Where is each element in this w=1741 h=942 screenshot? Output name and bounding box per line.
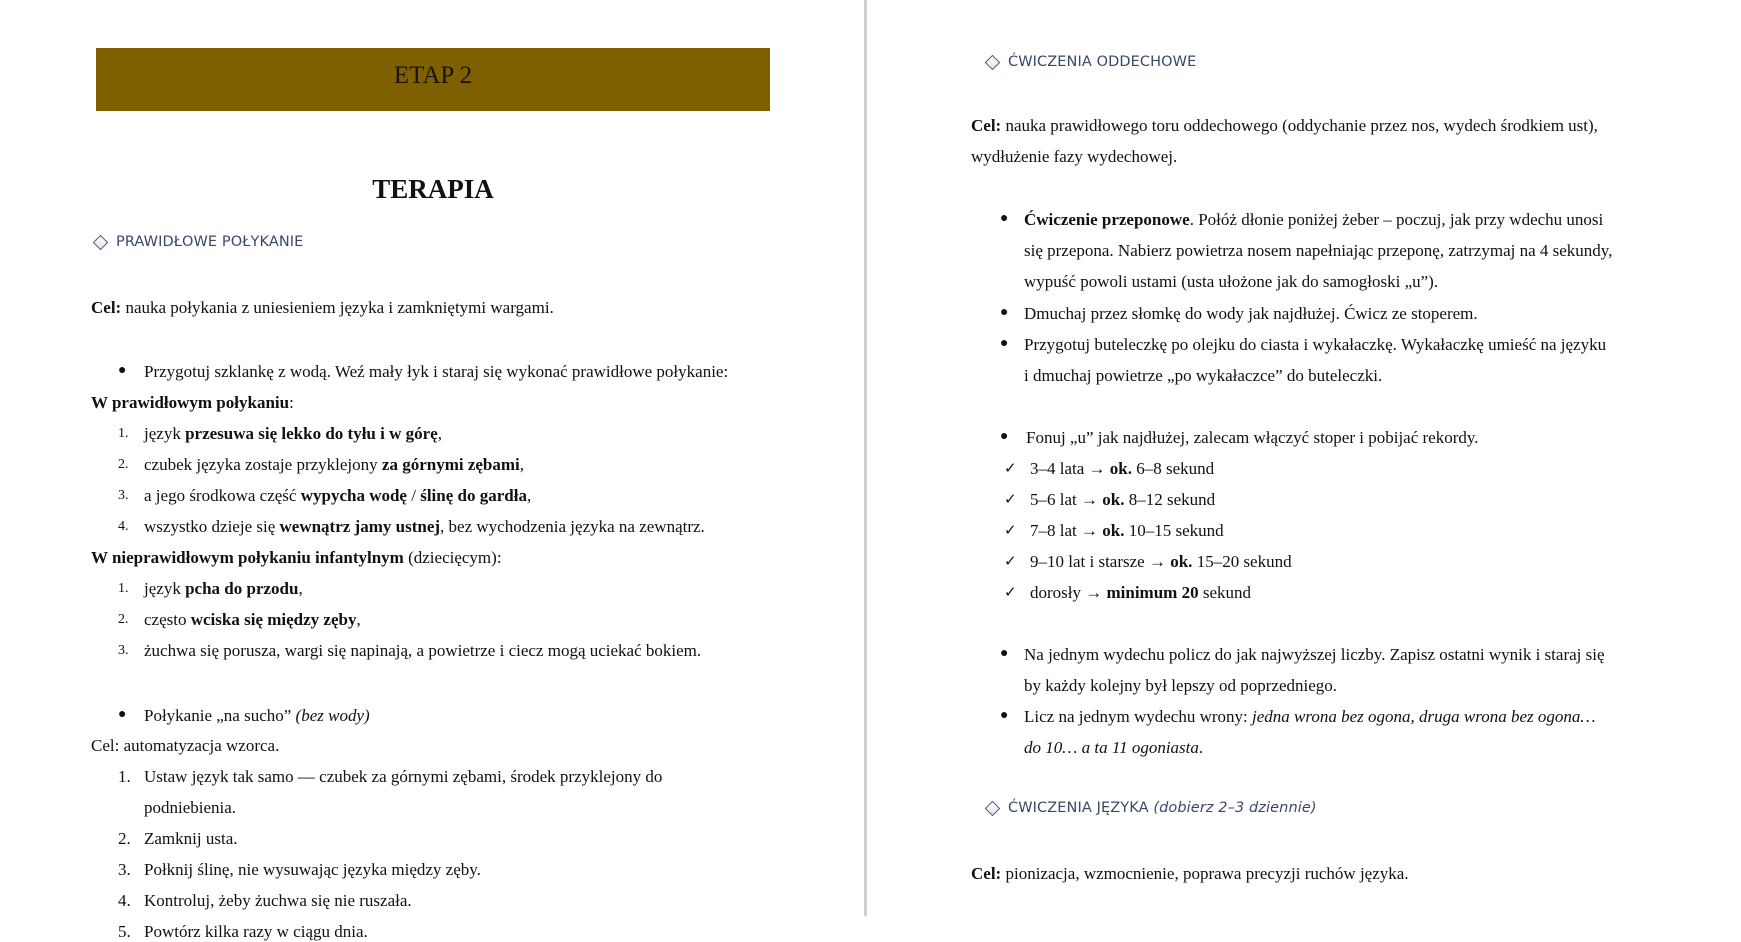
goal-line xyxy=(91,298,554,318)
bullet-icon: ● xyxy=(118,363,127,378)
item-bold: przesuwa się lekko do tyłu i w górę xyxy=(185,424,438,443)
list-item: Dmuchaj przez słomkę do wody jak najdłużej. Ćwicz ze stoperem. xyxy=(1024,304,1478,323)
bullet-icon: ● xyxy=(1000,336,1009,351)
item-text: język xyxy=(144,424,186,443)
goal-text: pionizacja, wzmocnienie, poprawa precyzji ruchów języka. xyxy=(1001,864,1409,883)
list-item: Przygotuj szklankę z wodą. Weź mały łyk i staraj się wykonać prawidłowe połykanie: xyxy=(144,362,729,381)
list-item-cont: się przepona. Nabierz powietrza nosem napełniając przeponę, zatrzymaj na 4 sekundy, xyxy=(1024,241,1613,260)
list-number: 5. xyxy=(118,922,131,941)
item-text: dorosły → xyxy=(1030,583,1107,602)
item-text: . Połóż dłonie poniżej żeber – poczuj, jak przy wdechu unosi xyxy=(1189,210,1604,229)
subheading-incorrect xyxy=(91,548,502,568)
label-rest: : xyxy=(289,393,294,412)
label-rest: (dziecięcym): xyxy=(403,548,502,567)
list-item: podniebienia. xyxy=(144,798,237,817)
item-text: 10–15 sekund xyxy=(1124,521,1224,540)
list-item xyxy=(144,610,361,630)
goal-line-2: Cel: automatyzacja wzorca. xyxy=(91,736,280,755)
item-bold: ok. xyxy=(1109,459,1133,478)
list-item xyxy=(1024,707,1596,727)
list-item xyxy=(144,424,442,444)
item-text: żuchwa się porusza, wargi się napinają, a powietrze i ciecz mogą uciekać bokiem. xyxy=(144,641,702,660)
item-bold: minimum 20 xyxy=(1106,583,1199,602)
item-text: język xyxy=(144,579,186,598)
list-number: 3. xyxy=(118,643,129,658)
label-bold: W prawidłowym połykaniu xyxy=(91,393,290,412)
diamond-icon xyxy=(93,234,109,250)
item-text: czubek języka zostaje przyklejony xyxy=(144,455,382,474)
item-bold: ślinę do gardła xyxy=(420,486,527,505)
item-text: Licz na jednym wydechu wrony: xyxy=(1024,707,1253,726)
goal-text: nauka połykania z uniesieniem języka i zamkniętymi wargami. xyxy=(121,298,554,317)
heading-text: PRAWIDŁOWE POŁYKANIE xyxy=(116,234,304,250)
item-bold: wypycha wodę xyxy=(300,486,407,505)
list-item: Zamknij usta. xyxy=(144,829,238,848)
list-number: 4. xyxy=(118,891,131,910)
item-text: Połykanie „na sucho” xyxy=(144,706,296,725)
item-bold: ok. xyxy=(1102,521,1125,540)
page-title: TERAPIA xyxy=(372,174,494,204)
list-number: 3. xyxy=(118,860,131,879)
item-text: , xyxy=(356,610,361,629)
target-item xyxy=(1030,552,1292,572)
item-text: , xyxy=(298,579,303,598)
item-bold: ok. xyxy=(1170,552,1193,571)
list-item: Fonuj „u” jak najdłużej, zalecam włączyć stoper i pobijać rekordy. xyxy=(1026,428,1479,447)
list-number: 3. xyxy=(118,488,129,503)
bullet-icon: ● xyxy=(118,707,127,722)
item-text: 7–8 lat → xyxy=(1030,521,1103,540)
list-number: 1. xyxy=(118,581,129,596)
item-text: 5–6 lat → xyxy=(1030,490,1103,509)
list-number: 4. xyxy=(118,519,129,534)
item-text: 8–12 sekund xyxy=(1124,490,1216,509)
list-item xyxy=(144,706,370,726)
item-text: 15–20 sekund xyxy=(1192,552,1292,571)
list-item: Ustaw język tak samo — czubek za górnymi zębami, środek przyklejony do xyxy=(144,767,663,786)
list-item: Powtórz kilka razy w ciągu dnia. xyxy=(144,922,368,941)
item-text: 3–4 lata → xyxy=(1030,459,1110,478)
item-text: , bez wychodzenia języka na zewnątrz. xyxy=(440,517,705,536)
item-bold: wciska się między zęby xyxy=(190,610,357,629)
goal-text: nauka prawidłowego toru oddechowego (oddychanie przez nos, wydech środkiem ust), xyxy=(1001,116,1598,135)
document-page-left xyxy=(0,0,864,941)
list-item-cont: by każdy kolejny był lepszy od poprzedniego. xyxy=(1024,676,1338,695)
checkmark-icon: ✓ xyxy=(1004,492,1017,508)
item-text: a jego środkowa część xyxy=(144,486,301,505)
bullet-icon: ● xyxy=(1000,646,1009,661)
section-heading-tongue xyxy=(984,800,1317,816)
list-item xyxy=(144,455,524,475)
item-bold: wewnątrz jamy ustnej xyxy=(279,517,441,536)
checkmark-icon: ✓ xyxy=(1004,585,1017,601)
goal-label: Cel: xyxy=(91,298,122,317)
list-item: Połknij ślinę, nie wysuwając języka między zęby. xyxy=(144,860,481,879)
diamond-icon xyxy=(985,54,1001,70)
item-text: , xyxy=(437,424,442,443)
list-item xyxy=(144,486,531,506)
list-item: Przygotuj buteleczkę po olejku do ciasta i wykałaczkę. Wykałaczkę umieść na języku xyxy=(1024,335,1607,354)
item-italic: jedna wrona bez ogona, druga wrona bez ogona… xyxy=(1252,707,1596,726)
list-item-cont xyxy=(1024,738,1203,758)
heading-italic: (dobierz 2–3 dziennie) xyxy=(1153,800,1317,816)
item-italic: (bez wody) xyxy=(295,706,370,725)
item-text: / xyxy=(406,486,421,505)
stage-banner xyxy=(96,48,770,111)
item-end: . xyxy=(1198,738,1204,757)
list-item xyxy=(144,641,701,661)
goal-label: Cel: xyxy=(971,116,1002,135)
document-page-right xyxy=(867,0,1741,916)
diamond-icon xyxy=(985,800,1001,816)
list-number: 2. xyxy=(118,829,131,848)
subheading-correct xyxy=(91,393,294,413)
goal-line xyxy=(971,116,1598,136)
item-italic: do 10… a ta 11 ogoniasta xyxy=(1024,738,1199,757)
item-bold: Ćwiczenie przeponowe xyxy=(1024,210,1190,229)
bullet-icon: ● xyxy=(1000,211,1009,226)
target-item xyxy=(1030,459,1214,479)
goal-label: Cel: xyxy=(971,864,1002,883)
list-item-cont: i dmuchaj powietrze „po wykałaczce” do buteleczki. xyxy=(1024,366,1383,385)
section-heading-swallowing xyxy=(92,234,303,250)
target-item xyxy=(1030,490,1215,510)
item-text: często xyxy=(144,610,191,629)
item-bold: za górnymi zębami xyxy=(381,455,520,474)
list-item xyxy=(1024,210,1603,230)
list-item xyxy=(144,579,303,599)
goal-line-cont: wydłużenie fazy wydechowej. xyxy=(971,147,1178,166)
goal-line xyxy=(971,864,1409,884)
item-bold: pcha do przodu xyxy=(185,579,299,598)
item-text: 6–8 sekund xyxy=(1132,459,1215,478)
list-number: 2. xyxy=(118,612,129,627)
label-bold: W nieprawidłowym połykaniu infantylnym xyxy=(91,548,404,567)
list-number: 1. xyxy=(118,426,129,441)
checkmark-icon: ✓ xyxy=(1004,554,1017,570)
list-number: 1. xyxy=(118,767,131,786)
bullet-icon: ● xyxy=(1000,305,1009,320)
heading-text xyxy=(1008,800,1317,816)
list-item-cont: wypuść powoli ustami (usta ułożone jak do samogłoski „u”). xyxy=(1024,272,1439,291)
banner-text: ETAP 2 xyxy=(393,61,473,89)
bullet-icon: ● xyxy=(1000,708,1009,723)
list-item: Kontroluj, żeby żuchwa się nie ruszała. xyxy=(144,891,412,910)
item-bold: ok. xyxy=(1102,490,1125,509)
bullet-icon: ● xyxy=(1000,429,1009,444)
target-item xyxy=(1030,583,1251,603)
section-heading-breathing xyxy=(984,54,1196,70)
item-text: 9–10 lat i starsze → xyxy=(1030,552,1171,571)
checkmark-icon: ✓ xyxy=(1004,523,1017,539)
heading-text: ĆWICZENIA ODDECHOWE xyxy=(1008,54,1197,70)
item-text: , xyxy=(519,455,525,474)
heading-main: ĆWICZENIA JĘZYKA xyxy=(1008,800,1154,816)
list-item xyxy=(144,517,705,537)
item-text: sekund xyxy=(1198,583,1252,602)
item-text: wszystko dzieje się xyxy=(144,517,280,536)
list-item: Na jednym wydechu policz do jak najwyższej liczby. Zapisz ostatni wynik i staraj się xyxy=(1024,645,1605,664)
item-text: , xyxy=(526,486,532,505)
checkmark-icon: ✓ xyxy=(1004,461,1017,477)
target-item xyxy=(1030,521,1224,541)
list-number: 2. xyxy=(118,457,129,472)
